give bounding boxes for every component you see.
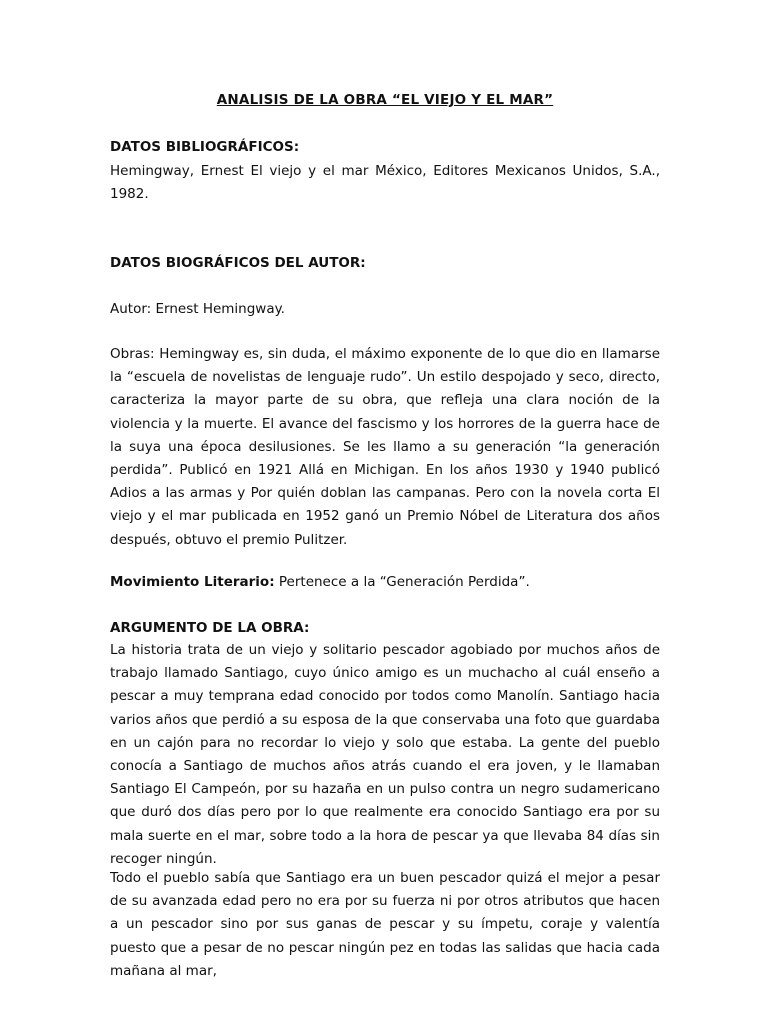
biographic-heading: DATOS BIOGRÁFICOS DEL AUTOR: bbox=[110, 255, 366, 271]
argument-paragraph-2: Todo el pueblo sabía que Santiago era un buen pescador quizá el mejor a pesar de su avanzada edad pero no era por su fuerza ni por otros atributos que hacen a un pescador sino por sus ganas de pescar y su ímpetu, coraje y valentía puesto que a pesar de no pescar ningún pez en todas las salidas que hacia cada mañana al mar, bbox=[110, 870, 660, 979]
argument-heading: ARGUMENTO DE LA OBRA: bbox=[110, 620, 310, 636]
literary-movement bbox=[110, 571, 660, 594]
bibliographic-text: Hemingway, Ernest El viejo y el mar México, Editores Mexicanos Unidos, S.A., 1982. bbox=[110, 163, 660, 203]
bibliographic-heading: DATOS BIBLIOGRÁFICOS: bbox=[110, 139, 300, 155]
document-page bbox=[110, 0, 660, 1024]
document-title: ANALISIS DE LA OBRA “EL VIEJO Y EL MAR” bbox=[216, 92, 554, 108]
author-line: Autor: Ernest Hemingway. bbox=[110, 301, 285, 317]
literary-movement-label: Movimiento Literario: bbox=[110, 574, 275, 590]
literary-movement-text: Pertenece a la “Generación Perdida”. bbox=[274, 574, 530, 590]
argument-paragraph-1: La historia trata de un viejo y solitario pescador agobiado por muchos años de trabajo llamado Santiago, cuyo único amigo es un muchacho al cuál enseño a pescar a muy temprana edad conocido por todos como Manolín. Santiago hacia varios años que perdió a su esposa de la que conservaba una foto que guardaba en un cajón para no recordar lo viejo y solo que estaba. La gente del pueblo conocía a Santiago de muchos años atrás cuando el era joven, y le llamaban Santiago El Campeón, por su hazaña en un pulso contra un negro sudamericano que duró dos días pero por lo que realmente era conocido Santiago era por su mala suerte en el mar, sobre todo a la hora de pescar ya que llevaba 84 días sin recoger ningún. bbox=[110, 642, 660, 867]
works-paragraph: Obras: Hemingway es, sin duda, el máximo exponente de lo que dio en llamarse la “escuela de novelistas de lenguaje rudo”. Un estilo despojado y seco, directo, caracteriza la mayor parte de su obra, que refleja una clara noción de la violencia y la muerte. El avance del fascismo y los horrores de la guerra hace de la suya una época desilusiones. Se les llamo a su generación “la generación perdida”. Publicó en 1921 Allá en Michigan. En los años 1930 y 1940 publicó Adios a las armas y Por quién doblan las campanas. Pero con la novela corta El viejo y el mar publicada en 1952 ganó un Premio Nóbel de Literatura dos años después, obtuvo el premio Pulitzer. bbox=[110, 346, 660, 548]
